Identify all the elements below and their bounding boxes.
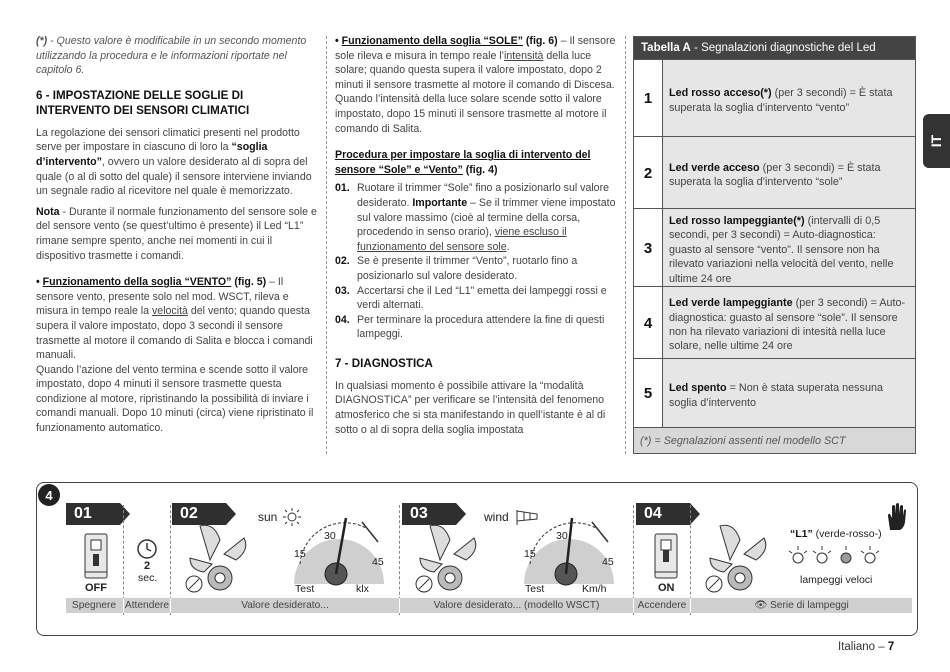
row-number: 2: [634, 137, 663, 209]
row-rest: (per 3 secondi) = Auto-diagnostica: guasto al sensore “sole”. Il sensore non ha rilevato variazioni di intesità nella luce solare, nelle ultime 24 ore: [669, 297, 906, 353]
procedure-heading: [335, 148, 617, 177]
step-01-badge: 01: [66, 503, 120, 525]
step-04-badge: 04: [636, 503, 690, 525]
step-underlined: viene escluso il funzionamento del sensore sole: [357, 226, 567, 253]
blinking-led-icons: [786, 542, 886, 570]
paragraph-nota: [36, 205, 318, 263]
vento-fig-ref: (fig. 5): [231, 276, 267, 289]
p1-bold: “soglia d’intervento”: [36, 141, 268, 168]
intro-star: (*): [36, 35, 48, 47]
column-middle: [335, 34, 617, 443]
caption-lampeggi-text: Serie di lampeggi: [770, 600, 849, 611]
row-text: [669, 381, 909, 410]
caption-attendere: Attendere: [124, 600, 170, 611]
bullet: •: [36, 276, 43, 289]
row-number: 5: [634, 359, 663, 428]
table-title-bold: Tabella A: [641, 42, 691, 54]
column-divider: [625, 36, 626, 454]
paragraph-sole-2: Quando l’intensità della luce solare scende sotto il valore impostato, dopo 15 minuti il sensore trasmette al motore il comando di Salita.: [335, 93, 607, 135]
row-description: [663, 287, 915, 359]
row-text: [669, 86, 909, 115]
on-label: ON: [658, 582, 675, 594]
intro-text: - Questo valore è modificabile in un secondo momento utilizzando la procedura e le informazioni riportate nel capitolo 6.: [36, 35, 307, 77]
row-number: 3: [634, 209, 663, 287]
led-caption: lampeggi veloci: [800, 574, 873, 586]
step-text: Accertarsi che il Led “L1” emetta dei lampeggi rossi e verdi alternati.: [357, 284, 607, 312]
step-number: 04.: [335, 313, 350, 326]
language-tab: [923, 114, 950, 168]
step-text-c: – Se il trimmer viene impostato sul valore massimo (cioè al termine della corsa, procedendo in senso orario),: [357, 196, 616, 239]
procedure-step: [335, 181, 617, 254]
row-number: 4: [634, 287, 663, 359]
step-number: 03.: [335, 284, 350, 297]
caption-valore-sole: Valore desiderato...: [241, 600, 329, 611]
page-footer: [838, 641, 894, 653]
procedure-step: [335, 313, 617, 342]
column-divider: [326, 36, 327, 454]
paragraph-sole: [335, 34, 617, 92]
sun-label: sun: [258, 510, 278, 524]
procedure-step: [335, 284, 617, 313]
row-text: [669, 214, 909, 286]
row-rest: = Non è stata superata nessuna soglia d’intervento: [669, 382, 883, 409]
sun-tick-30: 30: [324, 530, 336, 542]
row-bold: Led rosso lampeggiante(*): [669, 214, 805, 227]
table-row: [634, 136, 915, 209]
wind-tick-45: 45: [602, 556, 614, 568]
sun-unit-label: klx: [356, 583, 369, 595]
sensor-device-icon: [180, 520, 260, 598]
paragraph-diagnostica: In qualsiasi momento è possibile attivare la “modalità DIAGNOSTICA” per verificare se l’intensità del fenomeno atmosferico che si sta manifestando in quell’istante è al di sotto o al di sopra della soglia impostata: [335, 379, 606, 436]
row-description: [663, 359, 915, 428]
step-text: [357, 181, 617, 254]
p1-text-a: La regolazione dei sensori climatici presenti nel prodotto serve per impostare in ciascuno di loro la: [36, 126, 300, 154]
paragraph-vento-2: Quando l’azione del vento termina e scende sotto il valore impostato, dopo 4 minuti il sensore trasmette questa condizione al motore, ripristinando la possibilità di inviare i comandi manuali. Dopo 10 minuti (circa) viene ripristinato il funzionamento automatico.: [36, 363, 314, 435]
table-row: [634, 59, 915, 137]
eye-icon: 👁: [754, 600, 771, 611]
table-row: [634, 286, 915, 359]
row-description: [663, 209, 915, 287]
intro-note: [36, 34, 318, 78]
sun-test-label: Test: [295, 583, 315, 595]
procedure-fig-ref: (fig. 4): [462, 163, 498, 176]
caption-accendere: Accendere: [637, 600, 687, 611]
step-03-badge: 03: [402, 503, 456, 525]
table-row: [634, 208, 915, 287]
row-text: [669, 296, 909, 354]
wait-number: 2: [144, 560, 151, 572]
step-02-badge: 02: [172, 503, 226, 525]
row-bold: Led rosso acceso(*): [669, 87, 772, 100]
vento-title: Funzionamento della soglia “VENTO”: [42, 276, 232, 289]
wind-unit-label: Km/h: [582, 583, 607, 595]
caption-valore-vento: Valore desiderato... (modello WSCT): [433, 600, 600, 611]
row-rest: (intervalli di 0,5 secondi, per 3 secondi) = Auto-diagnostica: guasto al sensore “vento”. Il sensore non ha rilevato variazioni nella velocità del vento, nelle ultime 24 ore: [669, 214, 894, 285]
row-rest: (per 3 secondi) = È stata superata la soglia d’intervento “vento”: [669, 87, 893, 114]
page-number: 7: [887, 641, 895, 653]
led-label: [790, 528, 882, 540]
step-bold: Importante: [412, 196, 468, 209]
sun-tick-15: 15: [294, 548, 306, 560]
p1-text-c: , ovvero un valore desiderato al di sopra del quale (o al di sotto del quale) il sensore interviene inviando un segnale radio al ricevitore nel quale è memorizzato.: [36, 155, 312, 198]
paragraph-regolazione: [36, 126, 318, 199]
step-text-a: Ruotare il trimmer “Sole” fino a posizionarlo sul valore desiderato.: [357, 182, 609, 209]
wind-tick-15: 15: [524, 548, 536, 560]
column-left: [36, 34, 318, 442]
vento-text-b: del vento; quando questa supera il valore impostato, dopo 3 secondi il sensore trasmette al motore il comando di Salita e blocca i comandi manuali.: [36, 305, 313, 362]
row-description: [663, 60, 915, 137]
bullet: •: [335, 35, 342, 47]
row-bold: Led spento: [669, 382, 727, 395]
sole-text-b: della luce solare; quando questa supera il valore impostato, dopo 2 minuti il sensore trasmette al motore il comando di Discesa.: [335, 49, 615, 91]
nota-text: - Durante il normale funzionamento del sensore sole e del sensore vento (se quest’ultimo è presente) il Led “L1” rimane sempre spento, anche nei momenti in cui il dispositivo trasmette i comandi.: [36, 205, 317, 262]
sole-fig-ref: (fig. 6): [522, 35, 558, 47]
step-text: Per terminare la procedura attendere la fine di questi lampeggi.: [357, 313, 605, 341]
caption-lampeggi: [691, 598, 912, 613]
caption-spegnere: Spegnere: [71, 600, 117, 611]
sensor-device-icon: [700, 520, 780, 598]
row-bold: Led verde acceso: [669, 161, 760, 174]
sensor-device-icon: [410, 520, 490, 598]
wind-test-label: Test: [525, 583, 545, 595]
sole-underlined: intensità: [503, 49, 544, 62]
row-description: [663, 137, 915, 209]
wait-unit: sec.: [138, 572, 158, 584]
table-title: [634, 37, 915, 59]
nota-label: Nota: [36, 205, 60, 218]
table-title-rest: - Segnalazioni diagnostiche del Led: [690, 42, 876, 54]
language-tab-label: IT: [928, 134, 945, 148]
step-number: 01.: [335, 182, 350, 195]
procedure-step: [335, 254, 617, 283]
wind-tick-30: 30: [556, 530, 568, 542]
vento-text-a: – Il sensore vento, presente solo nel mod. WSCT, rileva e misura in tempo reale la: [36, 276, 289, 318]
table-footnote: (*) = Segnalazioni assenti nel modello SCT: [634, 427, 915, 453]
led-colors: (verde-rosso-): [812, 528, 882, 540]
sole-text-a: – Il sensore sole rileva e misura in tempo reale l’: [335, 35, 616, 62]
footer-language: Italiano –: [838, 641, 888, 653]
diagnostic-table: [633, 36, 916, 454]
section-6-heading: 6 - IMPOSTAZIONE DELLE SOGLIE DI INTERVENTO DEI SENSORI CLIMATICI: [36, 88, 250, 117]
vento-underlined: velocità: [152, 305, 188, 318]
row-text: [669, 161, 909, 190]
section-7-heading: 7 - DIAGNOSTICA: [335, 356, 433, 370]
row-number: 1: [634, 60, 663, 137]
row-bold: Led verde lampeggiante: [669, 297, 793, 310]
clock-icon: [136, 538, 158, 560]
step-text-d: .: [506, 240, 510, 253]
step-text: Se è presente il trimmer “Vento”, ruotarlo fino a posizionarlo sul valore desiderato.: [357, 255, 578, 282]
figure-number: 4: [38, 484, 60, 506]
wind-label: wind: [484, 510, 509, 524]
off-label: OFF: [85, 582, 107, 594]
circuit-breaker-on-icon: [652, 532, 682, 582]
paragraph-vento: [36, 275, 318, 363]
sun-tick-45: 45: [372, 556, 384, 568]
led-name: “L1”: [790, 528, 813, 540]
table-row: [634, 358, 915, 428]
sole-title: Funzionamento della soglia “SOLE”: [341, 35, 523, 47]
procedure-title: Procedura per impostare la soglia di intervento del sensore “Sole” e “Vento”: [335, 149, 591, 176]
stop-hand-icon: [884, 502, 908, 532]
circuit-breaker-off-icon: [82, 532, 112, 582]
row-rest: (per 3 secondi) = È stata superata la soglia d’intervento “sole”: [669, 161, 881, 188]
step-number: 02.: [335, 255, 350, 268]
